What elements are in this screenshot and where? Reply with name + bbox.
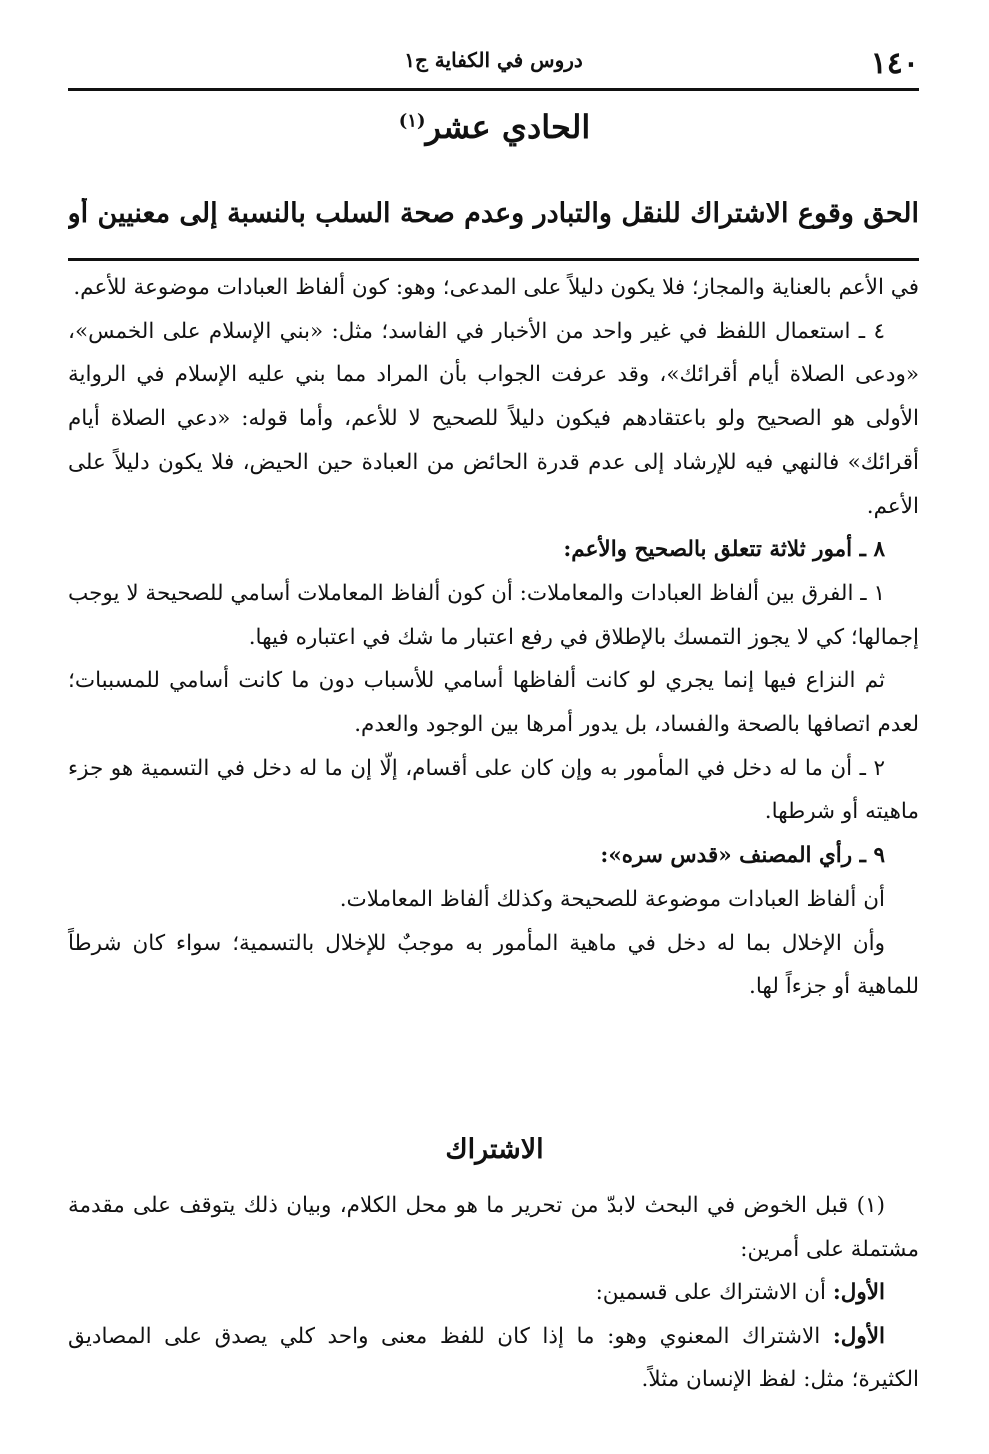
footnote-text: أن الاشتراك على قسمين: [595,1280,833,1305]
subheading: ٩ ـ رأي المصنف «قدس سره»: [600,843,885,869]
subheading: ٨ ـ أمور ثلاثة تتعلق بالصحيح والأعم: [563,537,885,563]
heading-rule [68,258,919,261]
footnote-line [68,1271,919,1315]
page-number: ١٤٠ [870,46,919,81]
main-heading: الحق وقوع الاشتراك للنقل والتبادر وعدم صحة السلب بالنسبة إلى معنيين أو [68,198,919,229]
paragraph: ٤ ـ استعمال اللفظ في غير واحد من الأخبار في الفاسد؛ مثل: «بني الإسلام على الخمس»، «ودعى الصلاة أيام أقرائك»، وقد عرفت الجواب بأن المراد مما بني عليه الإسلام في الرواية الأولى هو الصحيح ولو باعتقادهم فيكون دليلاً للصحيح لا للأعم، وأما قوله: «دعي الصلاة أيام أقرائك» فالنهي فيه للإرشاد إلى عدم قدرة الحائض من العبادة حين الحيض، فلا يكون دليلاً على الأعم. [68,318,919,519]
paragraph: في الأعم بالعناية والمجاز؛ فلا يكون دليلاً على المدعى؛ وهو: كون ألفاظ العبادات موضوعة للأعم. [73,275,919,300]
paragraph: ١ ـ الفرق بين ألفاظ العبادات والمعاملات: أن كون ألفاظ المعاملات أسامي للصحيحة لا يوجب إجمالها؛ كي لا يجوز التمسك بالإطلاق في رفع اعتبار ما شك في اعتباره فيها. [68,580,919,650]
paragraph: وأن الإخلال بما له دخل في ماهية المأمور به موجبٌ للإخلال بالتسمية؛ سواء كان شرطاً للماهية أو جزءاً لها. [68,930,919,1000]
footnotes [68,1184,919,1402]
footnote-text: الاشتراك المعنوي وهو: ما إذا كان للفظ معنى واحد كلي يصدق على المصاديق الكثيرة؛ مثل: لفظ الإنسان مثلاً. [68,1323,919,1392]
paragraph: ثم النزاع فيها إنما يجري لو كانت ألفاظها أسامي للأسباب دون ما كانت أسامي للمسببات؛ لعدم اتصافها بالصحة والفساد، بل يدور أمرها بين الوجود والعدم. [68,668,919,738]
footnote-label: الأول: [832,1323,885,1349]
chapter-title [0,108,989,146]
footnote: (١) قبل الخوض في البحث لابدّ من تحرير ما هو محل الكلام، وبيان ذلك يتوقف على مقدمة مشتملة على أمرين: [68,1193,919,1262]
footnote-line [68,1315,919,1402]
body-text [68,266,919,1009]
running-title: دروس في الكفاية ج١ [404,48,583,72]
footnote-marker: (١) [398,110,426,132]
footnote-label: الأول: [832,1280,885,1305]
section-title: الاشتراك [445,1134,544,1165]
chapter-title-text: الحادي عشر [425,108,591,146]
page-header [68,42,919,84]
paragraph: أن ألفاظ العبادات موضوعة للصحيحة وكذلك ألفاظ المعاملات. [339,886,885,912]
header-rule [68,88,919,91]
paragraph: ٢ ـ أن ما له دخل في المأمور به وإن كان على أقسام، إلّا إن ما له دخل في التسمية هو جزء ماهيته أو شرطها. [68,755,919,825]
